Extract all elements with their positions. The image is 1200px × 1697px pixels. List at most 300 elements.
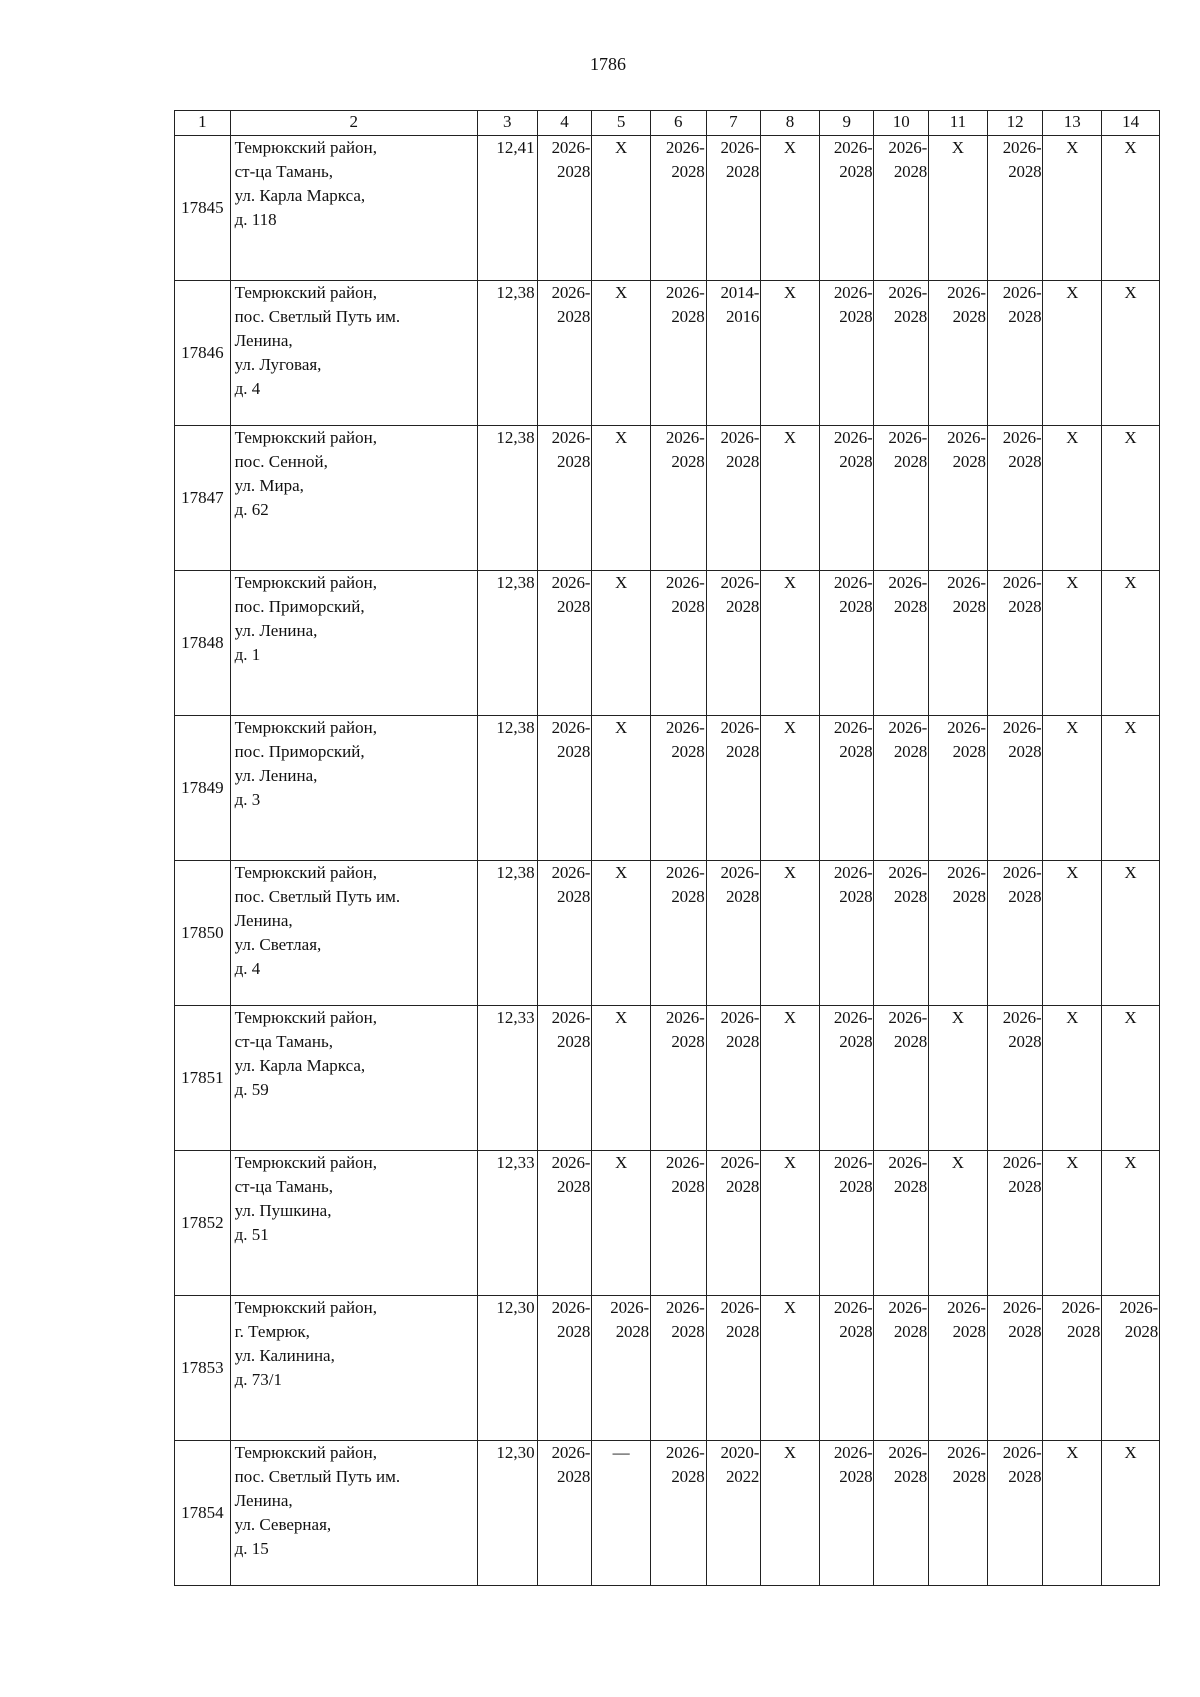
- year-end: 2028: [557, 597, 591, 616]
- mark-cell: X: [1102, 281, 1160, 426]
- year-range-cell: [929, 716, 988, 861]
- table-row: [175, 1441, 1160, 1586]
- row-number: 17849: [175, 716, 231, 861]
- address-line: пос. Светлый Путь им.: [234, 307, 401, 326]
- year-start: 2026-: [1002, 1443, 1042, 1462]
- address-line: пос. Приморский,: [234, 742, 365, 761]
- address-line: Ленина,: [234, 1491, 293, 1510]
- year-range-cell: [706, 1151, 761, 1296]
- rate-cell: 12,30: [477, 1296, 537, 1441]
- year-end: 2028: [557, 742, 591, 761]
- year-end: 2028: [725, 1032, 760, 1051]
- year-end: 2028: [725, 887, 760, 906]
- year-range-cell: [650, 1296, 706, 1441]
- year-start: 2026-: [888, 573, 928, 592]
- address-line: ст-ца Тамань,: [234, 1177, 333, 1196]
- year-end: 2028: [893, 162, 928, 181]
- column-header-5: 5: [592, 111, 651, 136]
- column-header-12: 12: [987, 111, 1043, 136]
- address-line: пос. Сенной,: [234, 452, 328, 471]
- year-end: 2028: [839, 162, 873, 181]
- address-line: ул. Карла Маркса,: [234, 186, 366, 205]
- year-range-cell: [987, 1006, 1043, 1151]
- address-line: д. 15: [234, 1539, 269, 1558]
- mark-cell: X: [1102, 716, 1160, 861]
- year-range-cell: [819, 136, 874, 281]
- year-end: 2028: [1008, 1032, 1042, 1051]
- year-end: 2028: [952, 887, 986, 906]
- year-start: 2026-: [888, 863, 928, 882]
- year-range-cell: [819, 1006, 874, 1151]
- year-end: 2028: [1008, 1177, 1042, 1196]
- table-row: [175, 571, 1160, 716]
- year-range-cell: [706, 716, 761, 861]
- year-start: 2026-: [947, 573, 986, 592]
- row-number: 17847: [175, 426, 231, 571]
- year-start: 2026-: [551, 573, 591, 592]
- year-start: 2026-: [551, 1298, 591, 1317]
- year-end: 2028: [1124, 1322, 1158, 1341]
- year-range-cell: [874, 1006, 929, 1151]
- year-end: 2028: [952, 1322, 986, 1341]
- mark-cell: X: [929, 1006, 988, 1151]
- year-start: 2026-: [1002, 863, 1042, 882]
- year-range-cell: [874, 716, 929, 861]
- year-start: 2026-: [1002, 138, 1042, 157]
- year-end: 2028: [839, 1177, 873, 1196]
- year-end: 2028: [952, 307, 986, 326]
- year-end: 2028: [893, 1322, 928, 1341]
- rate-cell: 12,38: [477, 861, 537, 1006]
- address-cell: [230, 861, 477, 1006]
- mark-cell: X: [1043, 281, 1102, 426]
- column-header-2: 2: [230, 111, 477, 136]
- year-range-cell: [987, 861, 1043, 1006]
- mark-cell: X: [761, 426, 820, 571]
- year-range-cell: [650, 426, 706, 571]
- address-line: Темрюкский район,: [234, 573, 377, 592]
- year-start: 2026-: [665, 1008, 705, 1027]
- year-end: 2028: [557, 887, 591, 906]
- year-end: 2028: [615, 1322, 649, 1341]
- year-start: 2026-: [947, 863, 986, 882]
- year-range-cell: [929, 281, 988, 426]
- year-range-cell: [874, 571, 929, 716]
- year-end: 2028: [557, 1177, 591, 1196]
- mark-cell: X: [592, 716, 651, 861]
- year-range-cell: [874, 1296, 929, 1441]
- table-row: [175, 1006, 1160, 1151]
- table-row: [175, 136, 1160, 281]
- mark-cell: X: [761, 1296, 820, 1441]
- year-end: 2016: [725, 307, 760, 326]
- year-end: 2028: [1008, 1467, 1042, 1486]
- mark-cell: X: [761, 1441, 820, 1586]
- mark-cell: X: [761, 1006, 820, 1151]
- table-row: [175, 426, 1160, 571]
- year-start: 2026-: [1002, 283, 1042, 302]
- year-start: 2026-: [947, 1443, 986, 1462]
- year-range-cell: [874, 1151, 929, 1296]
- year-range-cell: [537, 1441, 592, 1586]
- mark-cell: X: [1043, 426, 1102, 571]
- mark-cell: X: [1043, 1006, 1102, 1151]
- year-start: 2014-: [720, 283, 760, 302]
- column-header-8: 8: [761, 111, 820, 136]
- table-body: [175, 136, 1160, 1586]
- mark-cell: X: [929, 1151, 988, 1296]
- year-end: 2028: [725, 162, 760, 181]
- year-range-cell: [874, 136, 929, 281]
- address-line: ст-ца Тамань,: [234, 162, 333, 181]
- year-start: 2026-: [551, 1443, 591, 1462]
- year-start: 2026-: [551, 1153, 591, 1172]
- year-range-cell: [987, 571, 1043, 716]
- year-end: 2028: [839, 887, 873, 906]
- year-end: 2028: [1008, 742, 1042, 761]
- year-start: 2026-: [947, 718, 986, 737]
- year-end: 2028: [671, 597, 705, 616]
- year-end: 2028: [839, 1467, 873, 1486]
- year-range-cell: [650, 1151, 706, 1296]
- address-line: Темрюкский район,: [234, 428, 377, 447]
- year-range-cell: [987, 281, 1043, 426]
- year-end: 2028: [1008, 1322, 1042, 1341]
- year-range-cell: [987, 716, 1043, 861]
- year-end: 2028: [893, 887, 928, 906]
- year-range-cell: [987, 426, 1043, 571]
- address-cell: [230, 1006, 477, 1151]
- year-start: 2026-: [833, 283, 873, 302]
- column-header-7: 7: [706, 111, 761, 136]
- table-header: [175, 111, 1160, 136]
- address-line: д. 118: [234, 210, 277, 229]
- year-range-cell: [537, 716, 592, 861]
- year-range-cell: [537, 1006, 592, 1151]
- mark-cell: X: [1043, 1151, 1102, 1296]
- year-range-cell: [706, 1441, 761, 1586]
- year-end: 2028: [557, 1322, 591, 1341]
- year-end: 2028: [952, 742, 986, 761]
- rate-cell: 12,38: [477, 571, 537, 716]
- address-line: д. 4: [234, 379, 261, 398]
- mark-cell: X: [1043, 861, 1102, 1006]
- year-range-cell: [706, 281, 761, 426]
- year-range-cell: [537, 136, 592, 281]
- year-start: 2026-: [1002, 1153, 1042, 1172]
- year-end: 2022: [725, 1467, 760, 1486]
- address-line: д. 3: [234, 790, 261, 809]
- year-range-cell: [706, 1296, 761, 1441]
- mark-cell: X: [1102, 861, 1160, 1006]
- year-start: 2026-: [1002, 1298, 1042, 1317]
- mark-cell: X: [761, 861, 820, 1006]
- year-start: 2026-: [665, 573, 705, 592]
- year-start: 2026-: [833, 1153, 873, 1172]
- year-range-cell: [819, 571, 874, 716]
- row-number: 17853: [175, 1296, 231, 1441]
- address-line: ул. Луговая,: [234, 355, 322, 374]
- year-end: 2028: [952, 597, 986, 616]
- year-range-cell: [874, 861, 929, 1006]
- year-end: 2028: [893, 1032, 928, 1051]
- year-end: 2028: [893, 1467, 928, 1486]
- mark-cell: X: [761, 281, 820, 426]
- year-end: 2028: [557, 1467, 591, 1486]
- year-start: 2026-: [665, 428, 705, 447]
- year-range-cell: [819, 1151, 874, 1296]
- year-range-cell: [537, 861, 592, 1006]
- year-end: 2028: [557, 307, 591, 326]
- mark-cell: X: [761, 1151, 820, 1296]
- mark-cell: X: [761, 716, 820, 861]
- mark-cell: X: [1102, 1006, 1160, 1151]
- address-line: ул. Пушкина,: [234, 1201, 332, 1220]
- address-line: Темрюкский район,: [234, 718, 377, 737]
- year-start: 2026-: [833, 1443, 873, 1462]
- address-line: Темрюкский район,: [234, 863, 377, 882]
- mark-cell: X: [1102, 136, 1160, 281]
- mark-cell: X: [592, 861, 651, 1006]
- row-number: 17851: [175, 1006, 231, 1151]
- year-start: 2026-: [833, 573, 873, 592]
- year-range-cell: [706, 136, 761, 281]
- row-number: 17845: [175, 136, 231, 281]
- page-number: 1786: [590, 54, 626, 74]
- year-start: 2026-: [947, 283, 986, 302]
- year-start: 2026-: [720, 718, 760, 737]
- table-row: [175, 1296, 1160, 1441]
- year-range-cell: [819, 716, 874, 861]
- year-start: 2026-: [665, 283, 705, 302]
- year-range-cell: [1102, 1296, 1160, 1441]
- year-start: 2026-: [665, 863, 705, 882]
- year-start: 2026-: [888, 1298, 928, 1317]
- year-start: 2026-: [947, 1298, 986, 1317]
- year-range-cell: [650, 1441, 706, 1586]
- year-start: 2026-: [665, 1153, 705, 1172]
- year-start: 2026-: [888, 428, 928, 447]
- address-line: д. 1: [234, 645, 261, 664]
- year-range-cell: [706, 1006, 761, 1151]
- year-range-cell: [650, 571, 706, 716]
- column-header-6: 6: [650, 111, 706, 136]
- column-header-3: 3: [477, 111, 537, 136]
- mark-cell: X: [929, 136, 988, 281]
- address-cell: [230, 1296, 477, 1441]
- address-line: пос. Приморский,: [234, 597, 365, 616]
- year-end: 2028: [557, 452, 591, 471]
- year-range-cell: [819, 1441, 874, 1586]
- year-start: 2026-: [1002, 718, 1042, 737]
- year-start: 2026-: [833, 863, 873, 882]
- address-cell: [230, 716, 477, 861]
- year-start: 2026-: [833, 428, 873, 447]
- row-number: 17854: [175, 1441, 231, 1586]
- mark-cell: X: [592, 136, 651, 281]
- mark-cell: X: [592, 1006, 651, 1151]
- address-cell: [230, 1151, 477, 1296]
- column-header-13: 13: [1043, 111, 1102, 136]
- year-end: 2028: [1008, 307, 1042, 326]
- year-start: 2026-: [888, 1008, 928, 1027]
- address-line: д. 62: [234, 500, 269, 519]
- year-range-cell: [650, 1006, 706, 1151]
- year-range-cell: [819, 1296, 874, 1441]
- year-end: 2028: [725, 1322, 760, 1341]
- address-cell: [230, 136, 477, 281]
- year-end: 2028: [1008, 452, 1042, 471]
- rate-cell: 12,41: [477, 136, 537, 281]
- address-line: д. 51: [234, 1225, 269, 1244]
- mark-cell: X: [761, 136, 820, 281]
- year-range-cell: [537, 426, 592, 571]
- year-start: 2026-: [720, 1298, 760, 1317]
- year-start: 2026-: [888, 1153, 928, 1172]
- year-range-cell: [987, 1441, 1043, 1586]
- year-range-cell: [929, 426, 988, 571]
- column-header-11: 11: [929, 111, 988, 136]
- year-range-cell: [650, 716, 706, 861]
- year-start: 2026-: [888, 1443, 928, 1462]
- mark-cell: X: [1043, 716, 1102, 861]
- year-start: 2026-: [665, 138, 705, 157]
- year-start: 2026-: [665, 1443, 705, 1462]
- registry-table-container: [174, 110, 1160, 1586]
- year-start: 2026-: [551, 428, 591, 447]
- year-end: 2028: [725, 597, 760, 616]
- address-line: ул. Карла Маркса,: [234, 1056, 366, 1075]
- column-header-14: 14: [1102, 111, 1160, 136]
- year-start: 2026-: [833, 1008, 873, 1027]
- address-line: ул. Мира,: [234, 476, 304, 495]
- rate-cell: 12,38: [477, 426, 537, 571]
- year-start: 2026-: [551, 1008, 591, 1027]
- year-range-cell: [592, 1296, 651, 1441]
- mark-cell: X: [761, 571, 820, 716]
- year-end: 2028: [557, 162, 591, 181]
- address-line: Темрюкский район,: [234, 1153, 377, 1172]
- year-end: 2028: [893, 307, 928, 326]
- year-end: 2028: [671, 1322, 705, 1341]
- year-start: 2026-: [947, 428, 986, 447]
- year-range-cell: [819, 281, 874, 426]
- year-end: 2028: [893, 742, 928, 761]
- year-range-cell: [987, 1296, 1043, 1441]
- address-line: Темрюкский район,: [234, 1008, 377, 1027]
- year-start: 2026-: [720, 428, 760, 447]
- year-range-cell: [819, 426, 874, 571]
- row-number: 17850: [175, 861, 231, 1006]
- year-start: 2026-: [888, 718, 928, 737]
- year-start: 2026-: [1119, 1298, 1158, 1317]
- year-end: 2028: [1008, 597, 1042, 616]
- address-cell: [230, 426, 477, 571]
- rate-cell: 12,30: [477, 1441, 537, 1586]
- address-line: ул. Калинина,: [234, 1346, 335, 1365]
- year-start: 2026-: [551, 138, 591, 157]
- year-end: 2028: [893, 597, 928, 616]
- year-end: 2028: [671, 307, 705, 326]
- year-start: 2026-: [1002, 573, 1042, 592]
- year-end: 2028: [671, 452, 705, 471]
- mark-cell: X: [1043, 571, 1102, 716]
- address-cell: [230, 571, 477, 716]
- table-row: [175, 281, 1160, 426]
- year-start: 2026-: [551, 283, 591, 302]
- year-start: 2026-: [665, 718, 705, 737]
- table-row: [175, 1151, 1160, 1296]
- year-start: 2026-: [610, 1298, 649, 1317]
- year-start: 2026-: [888, 283, 928, 302]
- year-range-cell: [929, 571, 988, 716]
- address-line: ул. Светлая,: [234, 935, 322, 954]
- year-range-cell: [706, 861, 761, 1006]
- row-number: 17848: [175, 571, 231, 716]
- year-start: 2026-: [1002, 428, 1042, 447]
- address-line: Темрюкский район,: [234, 1443, 377, 1462]
- year-start: 2026-: [833, 1298, 873, 1317]
- mark-cell: X: [592, 281, 651, 426]
- year-range-cell: [819, 861, 874, 1006]
- year-end: 2028: [671, 887, 705, 906]
- year-end: 2028: [1008, 162, 1042, 181]
- year-start: 2026-: [833, 718, 873, 737]
- column-header-10: 10: [874, 111, 929, 136]
- year-start: 2026-: [888, 138, 928, 157]
- year-end: 2028: [839, 1322, 873, 1341]
- year-end: 2028: [671, 162, 705, 181]
- mark-cell: X: [1102, 571, 1160, 716]
- year-end: 2028: [893, 1177, 928, 1196]
- year-start: 2026-: [551, 718, 591, 737]
- year-end: 2028: [952, 452, 986, 471]
- year-end: 2028: [839, 307, 873, 326]
- year-end: 2028: [671, 1032, 705, 1051]
- year-end: 2028: [952, 1467, 986, 1486]
- mark-cell: X: [1102, 1441, 1160, 1586]
- year-range-cell: [650, 861, 706, 1006]
- column-header-4: 4: [537, 111, 592, 136]
- year-end: 2028: [671, 742, 705, 761]
- address-cell: [230, 281, 477, 426]
- year-end: 2028: [839, 1032, 873, 1051]
- table-row: [175, 716, 1160, 861]
- year-range-cell: [929, 1441, 988, 1586]
- rate-cell: 12,38: [477, 716, 537, 861]
- address-line: Темрюкский район,: [234, 138, 377, 157]
- year-range-cell: [650, 136, 706, 281]
- year-range-cell: [874, 281, 929, 426]
- address-line: Ленина,: [234, 911, 293, 930]
- address-line: ул. Северная,: [234, 1515, 332, 1534]
- year-end: 2028: [1066, 1322, 1101, 1341]
- year-start: 2026-: [1002, 1008, 1042, 1027]
- year-start: 2026-: [551, 863, 591, 882]
- year-range-cell: [537, 571, 592, 716]
- rate-cell: 12,33: [477, 1151, 537, 1296]
- address-line: ст-ца Тамань,: [234, 1032, 333, 1051]
- year-start: 2026-: [665, 1298, 705, 1317]
- year-end: 2028: [839, 452, 873, 471]
- mark-cell: X: [1102, 1151, 1160, 1296]
- address-line: ул. Ленина,: [234, 766, 318, 785]
- address-line: Темрюкский район,: [234, 283, 377, 302]
- column-header-9: 9: [819, 111, 874, 136]
- year-range-cell: [537, 1296, 592, 1441]
- row-number: 17846: [175, 281, 231, 426]
- address-line: Ленина,: [234, 331, 293, 350]
